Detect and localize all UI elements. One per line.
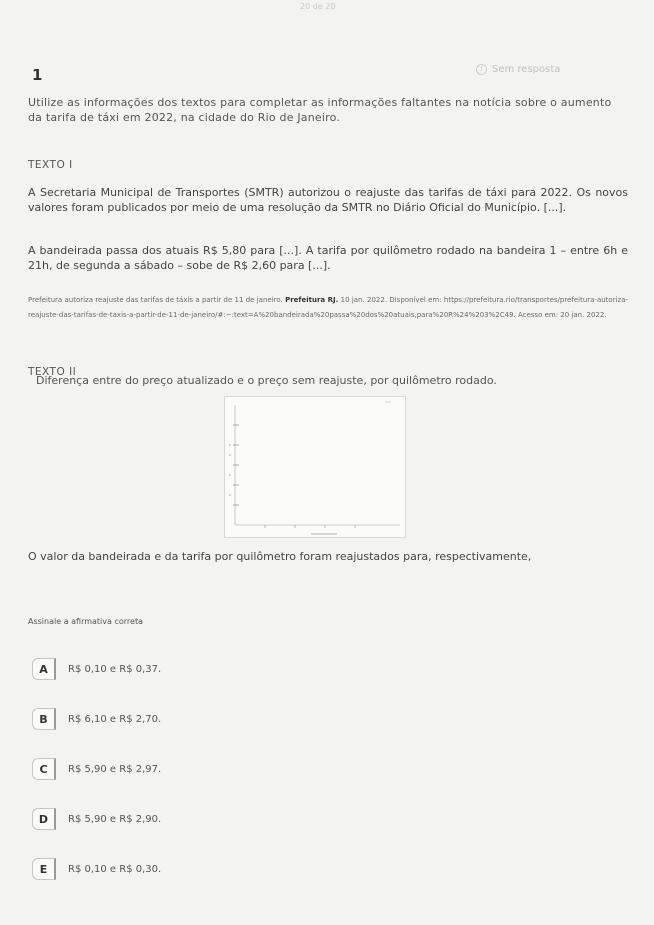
graph-mark [229,474,231,476]
texto-1-label: TEXTO I [28,159,73,171]
option-a-letter[interactable]: A [32,658,56,680]
answer-status [476,64,560,75]
option-b-letter[interactable]: B [32,708,56,730]
texto-2-subtitle: Diferença entre do preço atualizado e o preço sem reajuste, por quilômetro rodado. [36,374,497,387]
top-hint: 20 de 20 [300,2,336,11]
option-e-text: R$ 0,10 e R$ 0,30. [68,863,162,875]
option-d-letter[interactable]: D [32,808,56,830]
texto-2-question: O valor da bandeirada e da tarifa por quilômetro foram reajustados para, respectivamente, [28,550,532,563]
texto-1-paragraph-1: A Secretaria Municipal de Transportes (SMTR) autorizou o reajuste das tarifas de táxi para 2022. Os novos valores foram publicados por meio de uma resolução da SMTR no Diário Oficial do Município. [...]. [28,186,628,214]
source-publisher: Prefeitura RJ. [285,296,339,304]
option-c[interactable] [32,758,161,780]
question-number: 1 [32,66,43,84]
option-d[interactable] [32,808,161,830]
option-c-letter[interactable]: C [32,758,56,780]
instructions: Utilize as informações dos textos para completar as informações faltantes na notícia sobre o aumento da tarifa de táxi em 2022, na cidade do Rio de Janeiro. [28,96,612,124]
texto-1-paragraph-2: A bandeirada passa dos atuais R$ 5,80 para [...]. A tarifa por quilômetro rodado na bandeira 1 – entre 6h e 21h, de segunda a sábado – sobe de R$ 2,60 para [...]. [28,244,628,272]
option-b[interactable] [32,708,161,730]
option-b-text: R$ 6,10 e R$ 2,70. [68,713,162,725]
graph-svg [225,397,407,539]
option-a[interactable] [32,658,161,680]
texto-2-label: TEXTO II [28,366,77,378]
graph-mark [229,494,231,496]
assinale-label: Assinale a afirmativa correta [28,617,143,626]
option-a-text: R$ 0,10 e R$ 0,37. [68,663,162,675]
price-difference-graph [224,396,406,538]
option-e[interactable] [32,858,161,880]
option-c-text: R$ 5,90 e R$ 2,97. [68,763,162,775]
option-e-letter[interactable]: E [32,858,56,880]
alert-icon: ! [476,64,487,75]
option-d-text: R$ 5,90 e R$ 2,90. [68,813,162,825]
source-details: 10 jan. 2022. Disponível em: https://prefeitura.rio/transportes/prefeitura-autoriza-reajuste-das-tarifas-de-taxis-a-partir-de-11-de-janeiro/#:~:text=A%20bandeirada%20passa%20dos%20atuais,para%20R%24%203%2C49. Acesso em: 20 jan. 2022. [28,296,629,319]
texto-1-source [28,293,628,323]
graph-mark [229,454,231,456]
graph-mark [229,444,231,446]
source-title: Prefeitura autoriza reajuste das tarifas de táxis a partir de 11 de janeiro. [28,296,283,304]
answer-status-label: Sem resposta [492,64,561,75]
